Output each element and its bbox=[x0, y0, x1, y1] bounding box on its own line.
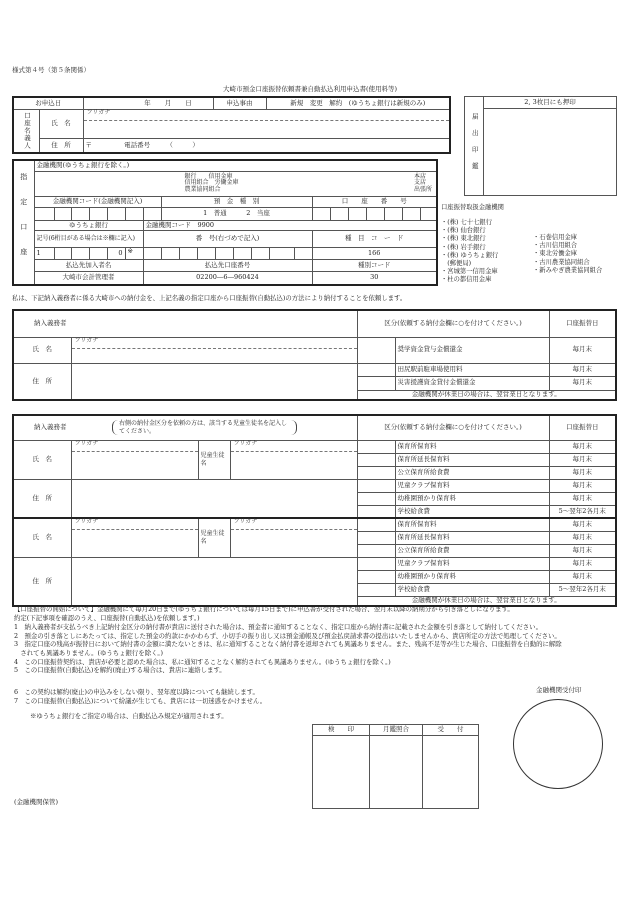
category-date-2: 毎月末 bbox=[549, 363, 616, 376]
payer-label-2-cell bbox=[13, 415, 357, 440]
deposit-type-label: 預 金 種 別 bbox=[161, 196, 312, 207]
holder-address-label: 住 所 bbox=[39, 138, 83, 153]
category-date-b3: 毎月末 bbox=[549, 544, 616, 557]
number-digit[interactable] bbox=[179, 247, 197, 260]
seal-check-header: 月鑑照合 bbox=[370, 725, 423, 736]
payee-account-value: 02200―6―960424 bbox=[143, 271, 312, 285]
payee-name-label: 払込先加入者名 bbox=[34, 260, 143, 271]
start-note-text: 金融機関にて毎月20日まで(ゆうちょ銀行については毎月15日まで)に申込書が受付された場合、翌月末以降の納期分から引き落としになります。 bbox=[96, 605, 514, 613]
receipt-stamp-circle bbox=[513, 699, 603, 789]
category-item-1: 奨学資金貸与金償還金 bbox=[395, 337, 549, 363]
category-item-3: 災害援護資金貸付金償還金 bbox=[395, 376, 549, 390]
child-furigana-label-a: フリガナ bbox=[231, 441, 357, 452]
category-date-b4: 毎月末 bbox=[549, 557, 616, 570]
holder-name-label: 氏 名 bbox=[39, 109, 83, 138]
account-number-digit[interactable] bbox=[366, 208, 384, 221]
child-name-field-a[interactable] bbox=[230, 440, 357, 479]
fi-code-digit[interactable] bbox=[54, 208, 71, 221]
child-label-a: 児童生徒名 bbox=[198, 440, 230, 479]
agreement-item: 4 この口座振替契約は、貴店が必要と認めた場合は、私に通知することなく解約されても異議ありません。(ゆうちょ銀行を除く。) bbox=[14, 657, 391, 666]
payer-address-field-1[interactable] bbox=[71, 363, 357, 400]
payer-name-field-2b[interactable] bbox=[71, 518, 198, 557]
number-digit[interactable] bbox=[197, 247, 215, 260]
registered-seal-box bbox=[464, 96, 617, 196]
item-code-label: 種 目 コ ー ド bbox=[312, 230, 437, 247]
payer-section-1 bbox=[12, 309, 617, 401]
agreement-list-2 bbox=[14, 688, 266, 705]
account-number-label: 口 座 番 号 bbox=[312, 196, 437, 207]
category-check-a5[interactable] bbox=[357, 492, 395, 505]
postal-mark: 〒 bbox=[85, 140, 92, 149]
category-check-a2[interactable] bbox=[357, 453, 395, 466]
category-item-a4: 児童クラブ保育料 bbox=[395, 479, 549, 492]
category-date-a3: 毎月末 bbox=[549, 466, 616, 479]
category-check-b5[interactable] bbox=[357, 570, 395, 583]
agreement-item: 6 この契約は解約(廃止)の申込みをしない限り、翌年度以降についても継続します。 bbox=[14, 688, 259, 696]
payee-name-value: 大崎市会計管理者 bbox=[34, 271, 143, 285]
number-digit[interactable] bbox=[215, 247, 233, 260]
category-check-b6[interactable] bbox=[357, 583, 395, 596]
account-number-digit[interactable] bbox=[330, 208, 348, 221]
holder-label: 口座名義人 bbox=[13, 109, 39, 153]
category-item-a1: 保育所保育料 bbox=[395, 440, 549, 453]
category-date-a2: 毎月末 bbox=[549, 453, 616, 466]
fi-code-digit[interactable] bbox=[71, 208, 89, 221]
category-item-b2: 保育所延長保育料 bbox=[395, 531, 549, 544]
start-note-heading: 【口座振替の開始について】 bbox=[14, 605, 97, 613]
agreement-item: 5 この口座振替(自動払込)を解約(廃止)する場合は、貴店に連絡します。 bbox=[14, 666, 226, 675]
agreement-item: 2 預金の引き落としにあたっては、指定した預金の約款にかかわらず、小切手の振り出し又は預金通帳及び預金払戻請求書の提出はいたしませんから、貴店所定の方法で処理してください。 bbox=[14, 631, 561, 640]
number-digit[interactable] bbox=[269, 247, 294, 260]
retention-note: (金融機関保管) bbox=[14, 798, 59, 806]
holder-furigana-label: フリガナ bbox=[84, 110, 450, 121]
category-date-b2: 毎月末 bbox=[549, 531, 616, 544]
yucho-code: 金融機関コード 9900 bbox=[143, 220, 437, 230]
child-name-field-b[interactable] bbox=[230, 518, 357, 557]
fi-types: 銀行 信用金庫 信用組合 労働金庫 農業協同組合 bbox=[184, 172, 239, 194]
number-digit[interactable] bbox=[233, 247, 251, 260]
category-item-a6: 学校給食費 bbox=[395, 505, 549, 518]
number-digit[interactable] bbox=[143, 247, 161, 260]
account-number-digit[interactable] bbox=[312, 208, 330, 221]
category-item-a3: 公立保育所給食費 bbox=[395, 466, 549, 479]
symbol-label: 記号(6桁目がある場合は※欄に記入) bbox=[34, 230, 143, 247]
category-item-2: 田尻駅前駐車場使用料 bbox=[395, 363, 549, 376]
application-date-field[interactable]: 年 月 日 bbox=[83, 97, 213, 109]
number-label: 番 号(右づめで記入) bbox=[143, 230, 312, 247]
category-item-b5: 幼稚園預かり保育料 bbox=[395, 570, 549, 583]
category-header-2: 区分(依頼する納付金欄に○を付けてください。) bbox=[357, 415, 549, 440]
seal-note: 2, 3枚目にも押印 bbox=[484, 97, 617, 109]
reason-label: 申込事由 bbox=[213, 97, 266, 109]
branch-types: 本店 支店 出張所 bbox=[413, 172, 432, 194]
deposit-type-options[interactable]: 1 普通 2 当座 bbox=[161, 208, 312, 221]
payer-furigana-label-1: フリガナ bbox=[72, 338, 357, 349]
category-check-a4[interactable] bbox=[357, 479, 395, 492]
category-check-1[interactable] bbox=[357, 337, 395, 363]
type-code-label: 種別コード bbox=[312, 260, 437, 271]
banks-list-left: ・(株) 七十七銀行 ・(株) 仙台銀行 ・(株) 東北銀行 ・(株) 岩手銀行 ・(株) ゆうちょ銀行 (郵便局) ・宮城第一信用金庫 ・杜の都信用金庫 bbox=[441, 219, 499, 284]
office-use-table bbox=[312, 724, 479, 809]
fi-header: 金融機関(ゆうちょ銀行を除く。) bbox=[34, 160, 437, 171]
payer-address-field-2b[interactable] bbox=[71, 557, 357, 606]
holiday-note-2: 金融機関が休業日の場合は、翌営業日となります。 bbox=[357, 596, 616, 606]
category-item-b1: 保育所保育料 bbox=[395, 518, 549, 531]
category-date-1: 毎月末 bbox=[549, 337, 616, 363]
date-header-1: 口座振替日 bbox=[549, 310, 616, 337]
symbol-digit[interactable] bbox=[71, 247, 89, 260]
banks-list-right: ・石巻信用金庫 ・古川信用組合 ・東北労働金庫 ・古川農業協同組合 ・新みやぎ農業協同組合 bbox=[533, 234, 603, 274]
agreement-heading: 約定(下記事項を確認のうえ、口座振替(自動払込)を依頼します。) bbox=[14, 614, 200, 622]
category-item-a2: 保育所延長保育料 bbox=[395, 453, 549, 466]
yucho-label: ゆうちょ銀行 bbox=[34, 220, 143, 230]
fi-code-digit[interactable] bbox=[34, 208, 54, 221]
payer-label-1: 納入義務者 bbox=[13, 310, 357, 337]
reception-cell bbox=[423, 736, 479, 809]
category-check-b2[interactable] bbox=[357, 531, 395, 544]
fi-name-field[interactable] bbox=[34, 171, 437, 196]
designated-account-table bbox=[12, 159, 438, 286]
symbol-digit-5: 0 bbox=[107, 247, 125, 260]
inspection-seal-cell bbox=[313, 736, 370, 809]
payer-address-field-2a[interactable] bbox=[71, 479, 357, 518]
payer-name-label-2a: 氏 名 bbox=[13, 440, 71, 479]
account-number-digit[interactable] bbox=[348, 208, 366, 221]
agreement-list bbox=[14, 623, 562, 675]
fi-code-digit[interactable] bbox=[107, 208, 125, 221]
holder-name-field[interactable] bbox=[83, 109, 450, 138]
category-date-a1: 毎月末 bbox=[549, 440, 616, 453]
category-date-b5: 毎月末 bbox=[549, 570, 616, 583]
request-statement: 私は、下記納入義務者に係る大崎市への納付金を、上記名義の指定口座から口座振替(自動払込)の方法により納付することを依頼します。 bbox=[12, 294, 407, 302]
category-check-b3[interactable] bbox=[357, 544, 395, 557]
category-date-a4: 毎月末 bbox=[549, 479, 616, 492]
seal-check-cell bbox=[370, 736, 423, 809]
applicant-table bbox=[12, 96, 451, 154]
payer-address-label-2a: 住 所 bbox=[13, 479, 71, 518]
payer-name-label-2b: 氏 名 bbox=[13, 518, 71, 557]
application-date-label: お申込日 bbox=[13, 97, 83, 109]
category-date-a5: 毎月末 bbox=[549, 492, 616, 505]
fi-code-digit[interactable] bbox=[143, 208, 161, 221]
category-check-3[interactable] bbox=[357, 376, 395, 390]
holder-address-field[interactable] bbox=[83, 138, 450, 153]
payer-name-field-1[interactable] bbox=[71, 337, 357, 363]
symbol-digit-1: 1 bbox=[34, 247, 54, 260]
receipt-stamp-label: 金融機関受付印 bbox=[536, 686, 582, 694]
seal-label: 届出印鑑 bbox=[465, 97, 484, 196]
number-digit[interactable] bbox=[294, 247, 312, 260]
category-item-b4: 児童クラブ保育料 bbox=[395, 557, 549, 570]
payer-furigana-label-2b: フリガナ bbox=[72, 519, 198, 530]
symbol-extra-digit[interactable]: ※ bbox=[125, 247, 143, 260]
agreement-item: 1 納入義務者が支払うべき上記納付金区分の納付書が貴店に送付された場合は、預金者に通知することなく、指定口座から納付書に記載された金額を引き落として納付してください。 bbox=[14, 623, 542, 631]
payer-address-label-2b: 住 所 bbox=[13, 557, 71, 606]
date-header-2: 口座振替日 bbox=[549, 415, 616, 440]
agreement-item: 7 この口座振替(自動払込)について紛議が生じても、貴店には一切迷惑をかけません。 bbox=[14, 696, 267, 705]
symbol-digit[interactable] bbox=[89, 247, 107, 260]
payer-section-2 bbox=[12, 414, 617, 607]
item-code-value: 166 bbox=[312, 247, 437, 260]
payer-address-label-1: 住 所 bbox=[13, 363, 71, 400]
fi-code-digit[interactable] bbox=[89, 208, 107, 221]
category-check-a3[interactable] bbox=[357, 466, 395, 479]
fi-code-label: 金融機関コード(金融機関記入) bbox=[34, 196, 161, 207]
child-furigana-label-b: フリガナ bbox=[231, 519, 357, 530]
account-number-digit[interactable] bbox=[420, 208, 437, 221]
category-item-a5: 幼稚園預かり保育料 bbox=[395, 492, 549, 505]
reception-header: 受 付 bbox=[423, 725, 479, 736]
payer-name-label-1: 氏 名 bbox=[13, 337, 71, 363]
yucho-note: ※ゆうちょ銀行をご指定の場合は、自動払込み規定が適用されます。 bbox=[30, 712, 228, 720]
payer-name-field-2a[interactable] bbox=[71, 440, 198, 479]
account-number-digit[interactable] bbox=[402, 208, 420, 221]
category-date-a6: 5～翌年2各月末 bbox=[549, 505, 616, 518]
child-label-b: 児童生徒名 bbox=[198, 518, 230, 557]
category-date-b1: 毎月末 bbox=[549, 518, 616, 531]
category-item-b3: 公立保育所給食費 bbox=[395, 544, 549, 557]
account-number-digit[interactable] bbox=[384, 208, 402, 221]
category-item-b6: 学校給食費 bbox=[395, 583, 549, 596]
designated-account-label: 指定口座 bbox=[13, 160, 34, 285]
category-check-a1[interactable] bbox=[357, 440, 395, 453]
category-header-1: 区分(依頼する納付金欄に○を付けてください。) bbox=[357, 310, 549, 337]
category-check-b4[interactable] bbox=[357, 557, 395, 570]
category-check-a6[interactable] bbox=[357, 505, 395, 518]
number-digit[interactable] bbox=[251, 247, 269, 260]
category-date-b6: 5～翌年2各月末 bbox=[549, 583, 616, 596]
category-check-b1[interactable] bbox=[357, 518, 395, 531]
category-date-3: 毎月末 bbox=[549, 376, 616, 390]
form-number: 様式第４号（第５条関係） bbox=[12, 66, 90, 74]
start-note bbox=[14, 605, 514, 614]
child-note: 右側の納付金区分を依頼の方は、該当する児童生徒名を記入してください。 bbox=[112, 420, 297, 435]
banks-header: 口座振替取扱金融機関 bbox=[441, 204, 504, 211]
inspection-seal-header: 検 印 bbox=[313, 725, 370, 736]
phone-label: 電話番号 （ ） bbox=[124, 140, 199, 149]
form-title: 大崎市預金口座振替依頼書兼自動払込利用申込書(使用料等) bbox=[223, 85, 398, 93]
agreement-item: されても異議ありません。(ゆうちょ銀行を除く。) bbox=[14, 648, 164, 657]
payer-furigana-label-2a: フリガナ bbox=[72, 441, 198, 452]
reason-options[interactable]: 新規 変更 解約 (ゆうちょ銀行は新規のみ) bbox=[266, 97, 450, 109]
payer-label-2: 納入義務者 bbox=[34, 423, 67, 432]
category-check-2[interactable] bbox=[357, 363, 395, 376]
type-code-value: 30 bbox=[312, 271, 437, 285]
payee-account-label: 払込先口座番号 bbox=[143, 260, 312, 271]
fi-code-digit[interactable] bbox=[125, 208, 143, 221]
number-digit[interactable] bbox=[161, 247, 179, 260]
holiday-note-1: 金融機関が休業日の場合は、翌営業日となります。 bbox=[357, 390, 616, 400]
seal-stamp-area[interactable] bbox=[484, 109, 617, 196]
agreement-item: 3 指定口座の残高が振替日において納付書の金額に満たないときは、私に通知することなく納付書を返却されても異議ありません。また、残高不足等が生じた場合、口座振替を自動的に解除 bbox=[14, 640, 562, 649]
symbol-digit[interactable] bbox=[54, 247, 71, 260]
